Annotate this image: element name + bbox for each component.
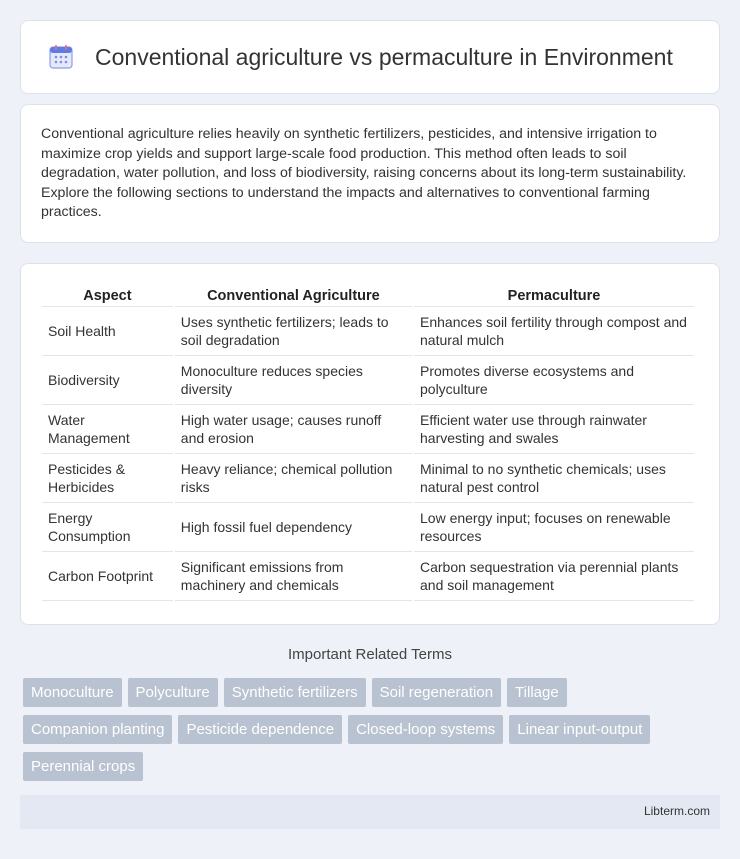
table-cell-aspect: Energy Consumption bbox=[42, 503, 173, 552]
tag-pesticide-dependence[interactable]: Pesticide dependence bbox=[178, 715, 342, 744]
table-cell-aspect: Carbon Footprint bbox=[42, 552, 173, 601]
calendar-icon bbox=[47, 43, 75, 71]
table-cell-conventional: Monoculture reduces species diversity bbox=[175, 356, 412, 405]
table-row bbox=[42, 454, 694, 503]
table-cell-aspect: Biodiversity bbox=[42, 356, 173, 405]
table-row bbox=[42, 356, 694, 405]
intro-card bbox=[20, 104, 720, 243]
table-cell-conventional: Heavy reliance; chemical pollution risks bbox=[175, 454, 412, 503]
tag-synthetic-fertilizers[interactable]: Synthetic fertilizers bbox=[224, 678, 366, 707]
related-terms-list bbox=[23, 678, 723, 789]
table-cell-permaculture: Promotes diverse ecosystems and polyculture bbox=[414, 356, 694, 405]
intro-text: Conventional agriculture relies heavily on synthetic fertilizers, pesticides, and intensive irrigation to maximize crop yields and support large-scale food production. This method often leads to soil degradation, water pollution, and loss of biodiversity, raising concerns about its long-term sustainability. Explore the following sections to understand the impacts and alternatives to conventional farming practices. bbox=[41, 126, 687, 221]
column-header-aspect: Aspect bbox=[42, 285, 173, 307]
table-cell-aspect: Water Management bbox=[42, 405, 173, 454]
table-cell-permaculture: Enhances soil fertility through compost and natural mulch bbox=[414, 307, 694, 356]
table-cell-conventional: High fossil fuel dependency bbox=[175, 503, 412, 552]
tag-perennial-crops[interactable]: Perennial crops bbox=[23, 752, 143, 781]
table-cell-permaculture: Efficient water use through rainwater harvesting and swales bbox=[414, 405, 694, 454]
tag-polyculture[interactable]: Polyculture bbox=[128, 678, 218, 707]
footer bbox=[20, 795, 720, 829]
tag-companion-planting[interactable]: Companion planting bbox=[23, 715, 172, 744]
table-header-row bbox=[42, 285, 694, 307]
table-cell-permaculture: Carbon sequestration via perennial plants and soil management bbox=[414, 552, 694, 601]
table-cell-aspect: Pesticides & Herbicides bbox=[42, 454, 173, 503]
column-header-permaculture: Permaculture bbox=[414, 285, 694, 307]
footer-site-link[interactable]: Libterm.com bbox=[643, 804, 710, 818]
table-cell-conventional: High water usage; causes runoff and erosion bbox=[175, 405, 412, 454]
tag-closed-loop-systems[interactable]: Closed-loop systems bbox=[348, 715, 503, 744]
tag-soil-regeneration[interactable]: Soil regeneration bbox=[372, 678, 501, 707]
table-cell-permaculture: Minimal to no synthetic chemicals; uses natural pest control bbox=[414, 454, 694, 503]
table-cell-conventional: Significant emissions from machinery and chemicals bbox=[175, 552, 412, 601]
table-cell-aspect: Soil Health bbox=[42, 307, 173, 356]
related-terms-title: Important Related Terms bbox=[288, 646, 452, 663]
table-row bbox=[42, 503, 694, 552]
tag-tillage[interactable]: Tillage bbox=[507, 678, 567, 707]
table-cell-conventional: Uses synthetic fertilizers; leads to soil degradation bbox=[175, 307, 412, 356]
table-row bbox=[42, 405, 694, 454]
table-row bbox=[42, 552, 694, 601]
tag-linear-input-output[interactable]: Linear input-output bbox=[509, 715, 650, 744]
table-row bbox=[42, 307, 694, 356]
comparison-table bbox=[40, 285, 696, 601]
comparison-table-card bbox=[20, 263, 720, 625]
tag-monoculture[interactable]: Monoculture bbox=[23, 678, 122, 707]
column-header-conventional: Conventional Agriculture bbox=[175, 285, 412, 307]
page-title: Conventional agriculture vs permaculture in Environment bbox=[95, 43, 673, 70]
header-card bbox=[20, 20, 720, 94]
table-cell-permaculture: Low energy input; focuses on renewable resources bbox=[414, 503, 694, 552]
